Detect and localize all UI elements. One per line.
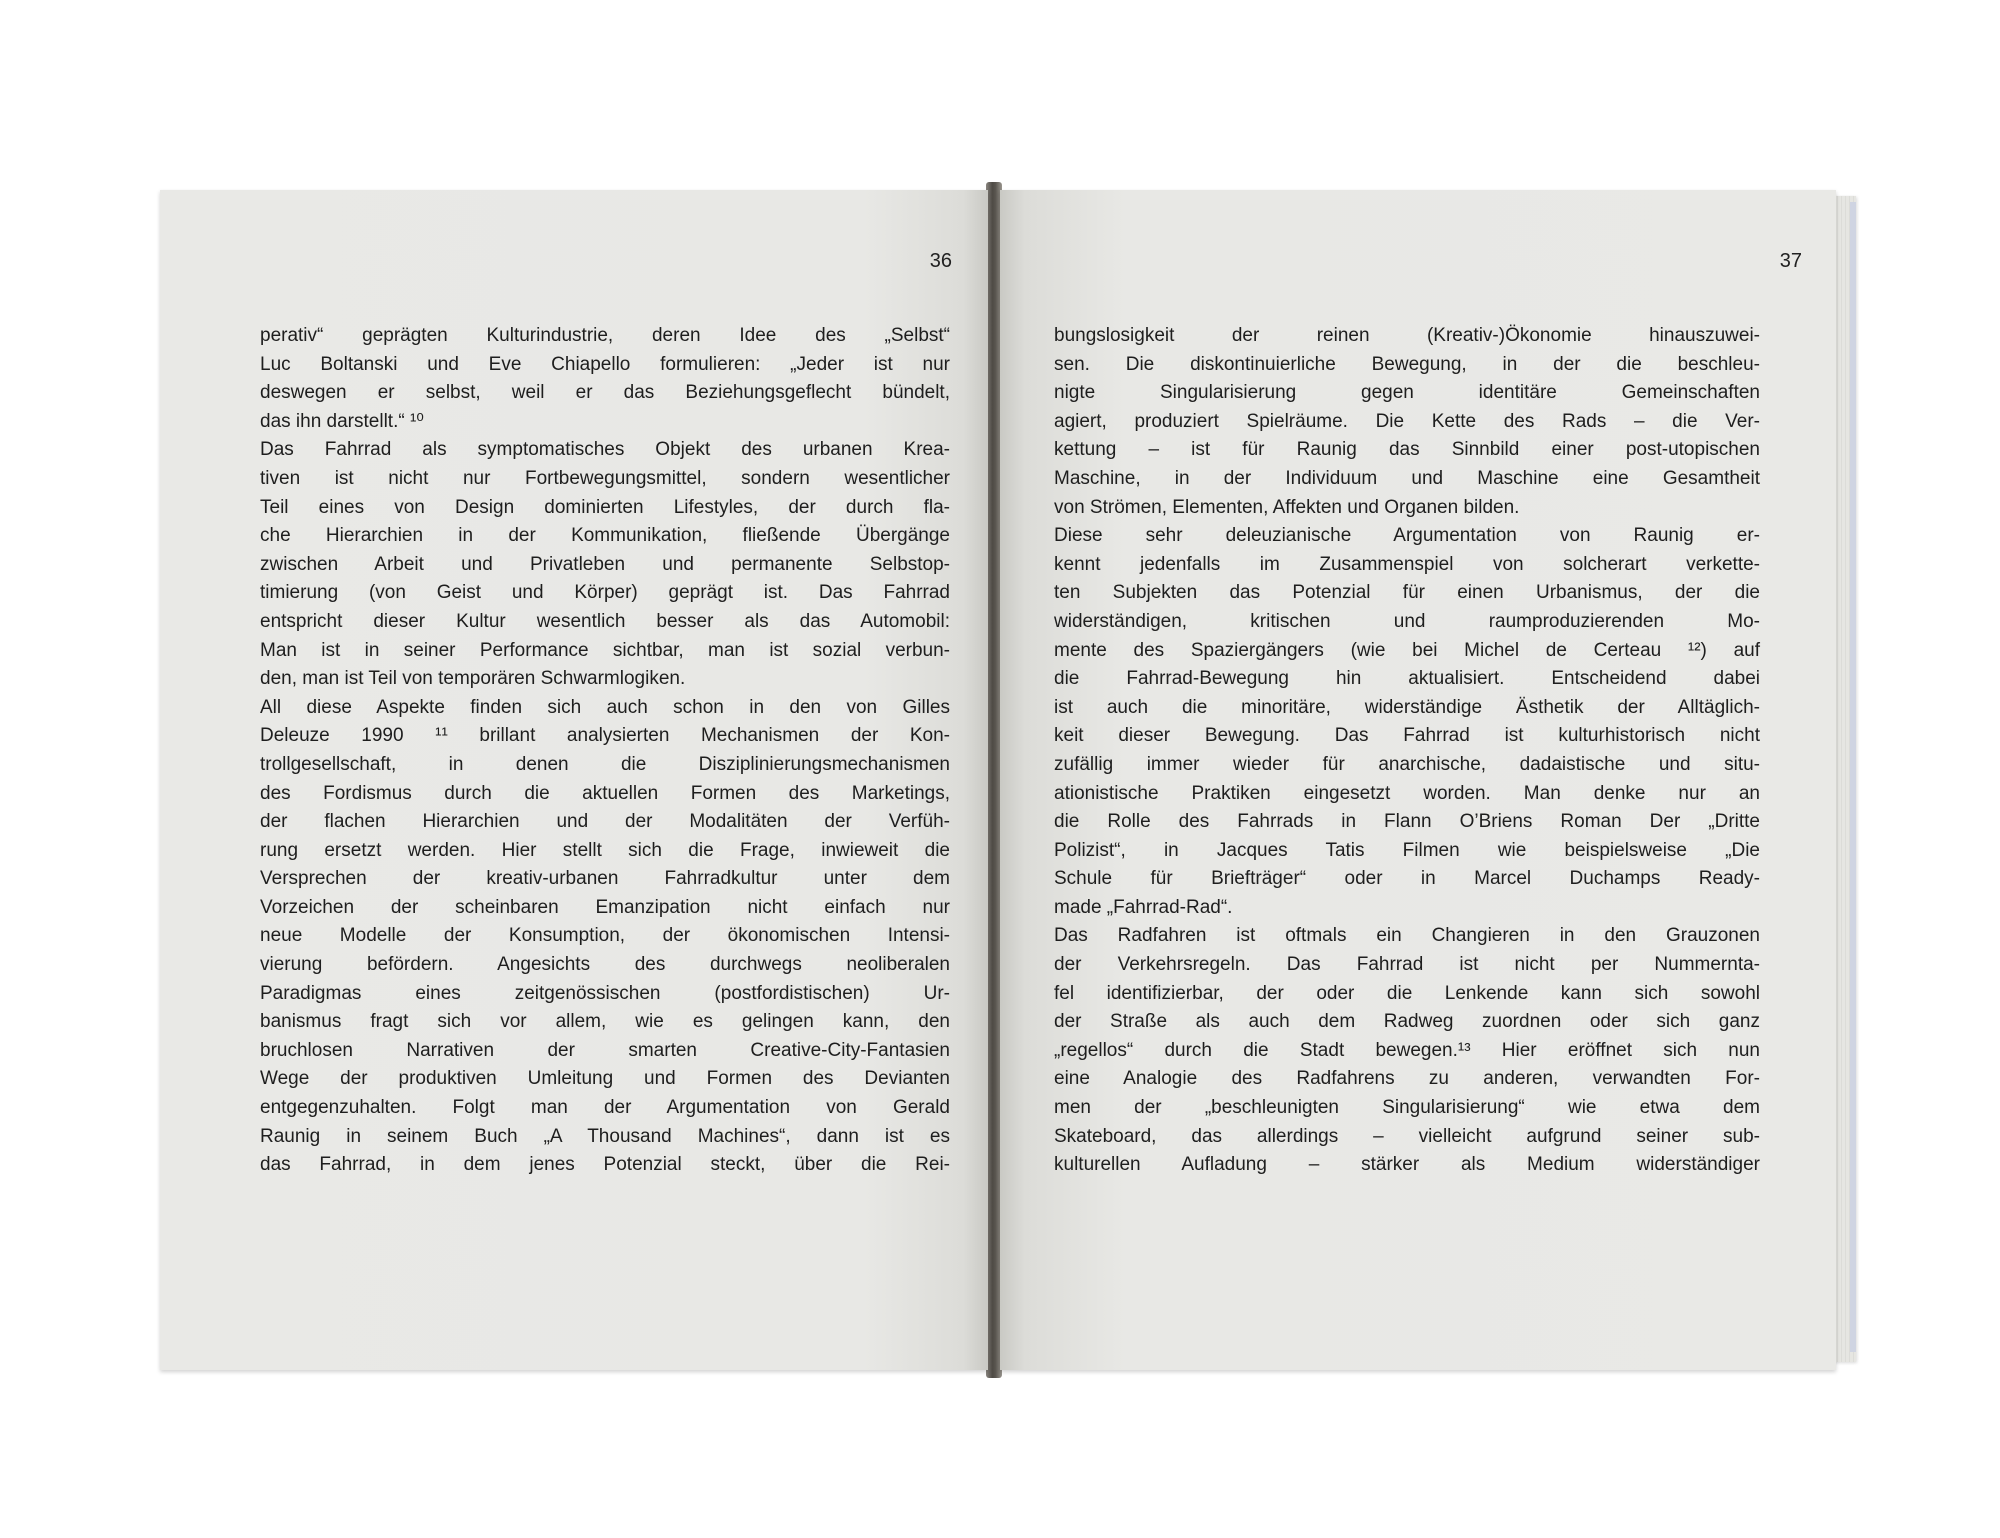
text-line: Teil eines von Design dominierten Lifestyles, der durch fla- — [260, 496, 950, 518]
text-line: bruchlosen Narrativen der smarten Creative-City-Fantasien — [260, 1039, 950, 1061]
text-line: das Fahrrad, in dem jenes Potenzial steckt, über die Rei- — [260, 1154, 950, 1176]
text-line: ationistische Praktiken eingesetzt worden. Man denke nur an — [1054, 782, 1760, 804]
text-line: kulturellen Aufladung – stärker als Medium widerständiger — [1054, 1154, 1760, 1176]
text-line: fel identifizierbar, der oder die Lenkende kann sich sowohl — [1054, 982, 1760, 1004]
text-line: made „Fahrrad-Rad“. — [1054, 896, 1233, 918]
text-line: sen. Die diskontinuierliche Bewegung, in der die beschleu- — [1054, 353, 1760, 375]
text-line: zwischen Arbeit und Privatleben und permanente Selbstop- — [260, 553, 950, 575]
text-line: kettung – ist für Raunig das Sinnbild einer post-utopischen — [1054, 439, 1760, 461]
text-line: des Fordismus durch die aktuellen Formen des Marketings, — [260, 782, 950, 804]
text-line: timierung (von Geist und Körper) geprägt ist. Das Fahrrad — [260, 582, 950, 604]
text-line: men der „beschleunigten Singularisierung“ wie etwa dem — [1054, 1097, 1760, 1119]
text-line: Deleuze 1990 ¹¹ brillant analysierten Mechanismen der Kon- — [260, 725, 950, 747]
text-line: Vorzeichen der scheinbaren Emanzipation nicht einfach nur — [260, 896, 950, 918]
text-line: che Hierarchien in der Kommunikation, fließende Übergänge — [260, 525, 950, 547]
text-line: Maschine, in der Individuum und Maschine eine Gesamtheit — [1054, 467, 1760, 489]
text-line: tiven ist nicht nur Fortbewegungsmittel, sondern wesentlicher — [260, 467, 950, 489]
text-line: der Straße als auch dem Radweg zuordnen oder sich ganz — [1054, 1011, 1760, 1033]
text-line: Man ist in seiner Performance sichtbar, man ist sozial verbun- — [260, 639, 950, 661]
text-line: All diese Aspekte finden sich auch schon in den von Gilles — [260, 696, 950, 718]
text-line: von Strömen, Elementen, Affekten und Organen bilden. — [1054, 496, 1520, 518]
text-line: der flachen Hierarchien und der Modalitäten der Verfüh- — [260, 811, 950, 833]
right-page — [1000, 190, 1836, 1370]
text-line: zufällig immer wieder für anarchische, dadaistische und situ- — [1054, 753, 1760, 775]
text-line: neue Modelle der Konsumption, der ökonomischen Intensi- — [260, 925, 950, 947]
page-edge-tint — [1850, 202, 1856, 1352]
text-line: Luc Boltanski und Eve Chiapello formulieren: „Jeder ist nur — [260, 353, 950, 375]
text-line: entspricht dieser Kultur wesentlich besser als das Automobil: — [260, 610, 950, 632]
open-book — [160, 182, 1865, 1370]
text-line: rung ersetzt werden. Hier stellt sich die Frage, inwieweit die — [260, 839, 950, 861]
text-line: die Rolle des Fahrrads in Flann O’Briens Roman Der „Dritte — [1054, 811, 1760, 833]
text-line: widerständigen, kritischen und raumproduzierenden Mo- — [1054, 610, 1760, 632]
left-page — [160, 190, 988, 1370]
text-line: Polizist“, in Jacques Tatis Filmen wie beispielsweise „Die — [1054, 839, 1760, 861]
text-line: eine Analogie des Radfahrens zu anderen, verwandten For- — [1054, 1068, 1760, 1090]
text-line: banismus fragt sich vor allem, wie es gelingen kann, den — [260, 1011, 950, 1033]
text-line: den, man ist Teil von temporären Schwarmlogiken. — [260, 668, 686, 690]
text-line: agiert, produziert Spielräume. Die Kette des Rads – die Ver- — [1054, 410, 1760, 432]
page-number-left: 36 — [929, 250, 952, 272]
text-line: Diese sehr deleuzianische Argumentation von Raunig er- — [1054, 525, 1760, 547]
text-line: Das Fahrrad als symptomatisches Objekt des urbanen Krea- — [260, 439, 950, 461]
page-number-right: 37 — [1779, 250, 1802, 272]
text-line: vierung befördern. Angesichts des durchwegs neoliberalen — [260, 954, 950, 976]
text-line: das ihn darstellt.“ ¹⁰ — [260, 410, 424, 432]
right-page-text — [1054, 322, 1760, 1180]
text-line: Raunig in seinem Buch „A Thousand Machines“, dann ist es — [260, 1125, 950, 1147]
text-line: Skateboard, das allerdings – vielleicht aufgrund seiner sub- — [1054, 1125, 1760, 1147]
text-line: perativ“ geprägten Kulturindustrie, deren Idee des „Selbst“ — [260, 325, 950, 346]
text-line: die Fahrrad-Bewegung hin aktualisiert. Entscheidend dabei — [1054, 668, 1760, 690]
text-line: Versprechen der kreativ-urbanen Fahrradkultur unter dem — [260, 868, 950, 890]
text-line: Das Radfahren ist oftmals ein Changieren in den Grauzonen — [1054, 925, 1760, 947]
text-line: entgegenzuhalten. Folgt man der Argumentation von Gerald — [260, 1097, 950, 1119]
text-line: trollgesellschaft, in denen die Disziplinierungsmechanismen — [260, 753, 950, 775]
text-line: ten Subjekten das Potenzial für einen Urbanismus, der die — [1054, 582, 1760, 604]
text-line: deswegen er selbst, weil er das Beziehungsgeflecht bündelt, — [260, 382, 950, 404]
text-line: mente des Spaziergängers (wie bei Michel de Certeau ¹²) auf — [1054, 639, 1760, 661]
text-line: ist auch die minoritäre, widerständige Ästhetik der Alltäglich- — [1054, 696, 1760, 718]
text-line: Schule für Briefträger“ oder in Marcel Duchamps Ready- — [1054, 868, 1760, 890]
text-line: kennt jedenfalls im Zusammenspiel von solcherart verkette- — [1054, 553, 1760, 575]
text-line: der Verkehrsregeln. Das Fahrrad ist nicht per Nummernta- — [1054, 954, 1760, 976]
text-line: keit dieser Bewegung. Das Fahrrad ist kulturhistorisch nicht — [1054, 725, 1760, 747]
left-page-text — [260, 322, 950, 1180]
text-line: Wege der produktiven Umleitung und Formen des Devianten — [260, 1068, 950, 1090]
text-line: Paradigmas eines zeitgenössischen (postfordistischen) Ur- — [260, 982, 950, 1004]
text-line: bungslosigkeit der reinen (Kreativ-)Ökonomie hinauszuwei- — [1054, 325, 1760, 346]
text-line: nigte Singularisierung gegen identitäre Gemeinschaften — [1054, 382, 1760, 404]
text-line: „regellos“ durch die Stadt bewegen.¹³ Hier eröffnet sich nun — [1054, 1039, 1760, 1061]
